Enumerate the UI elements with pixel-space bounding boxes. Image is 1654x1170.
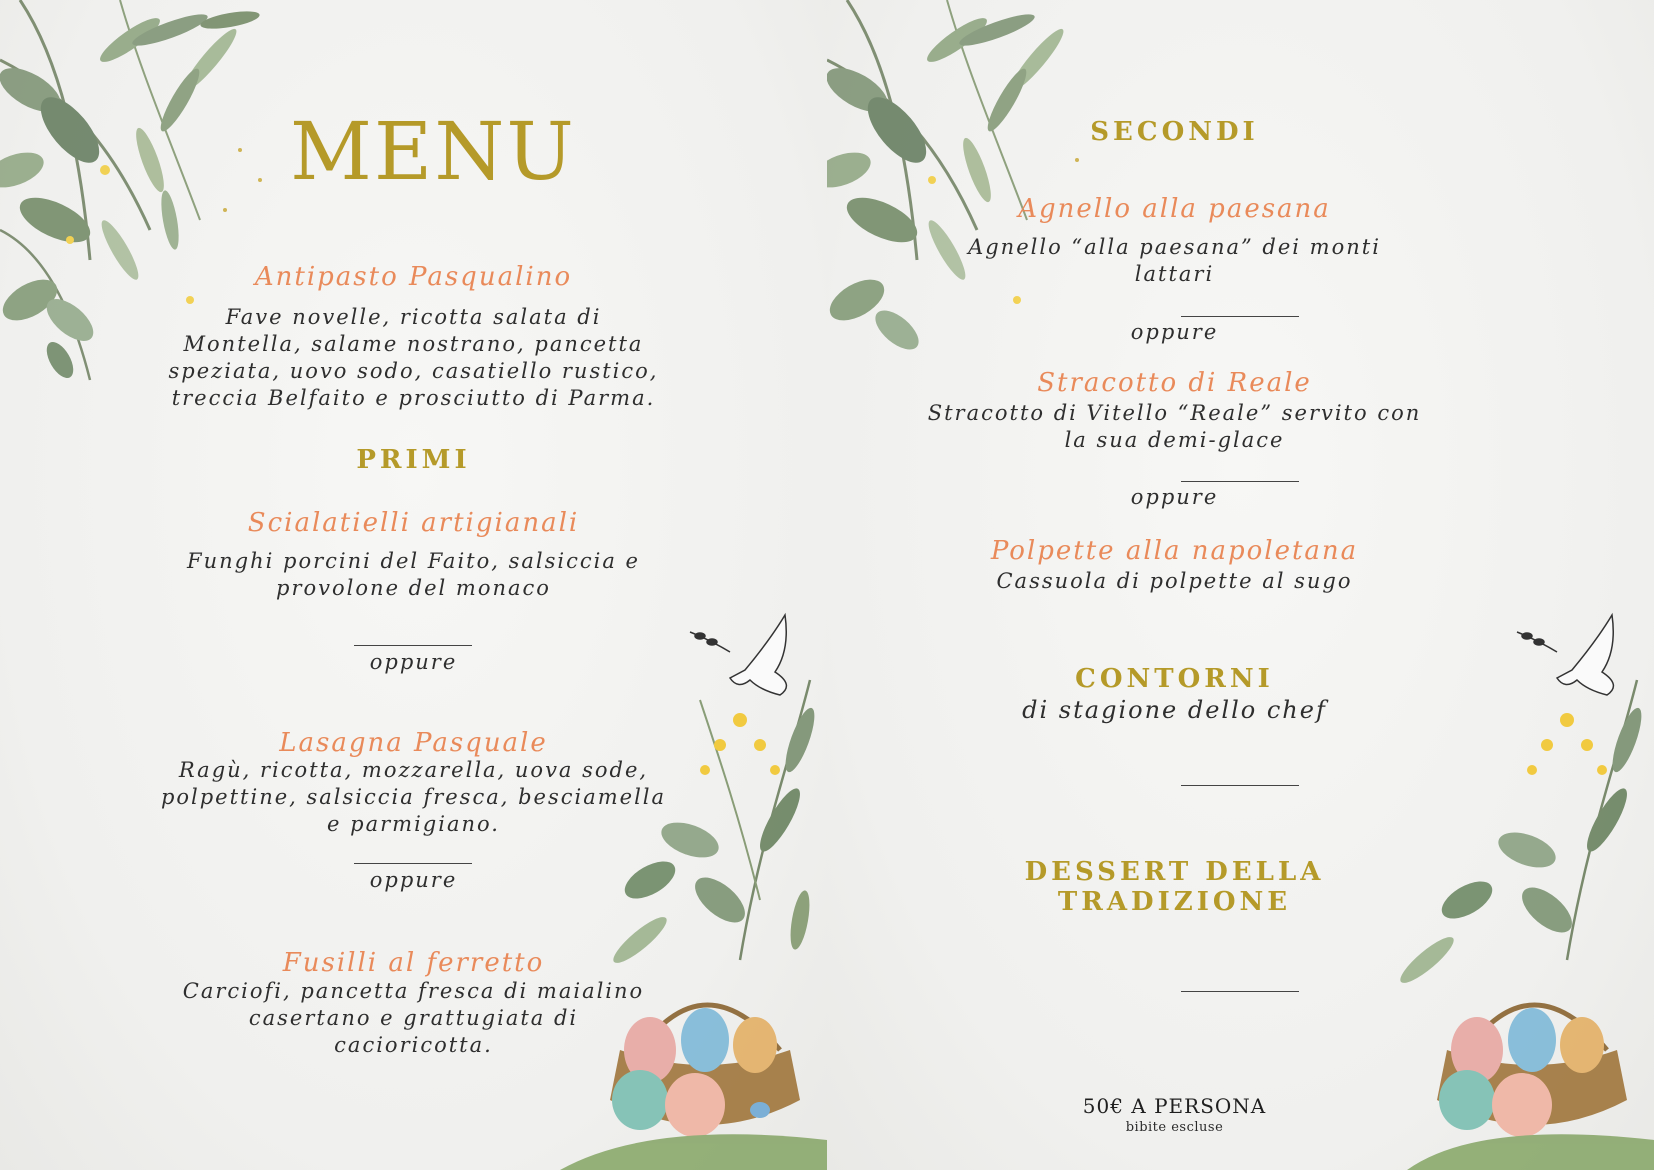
separator-rule — [354, 863, 472, 864]
dish-description: Carciofi, pancetta fresca di maialino casertano e grattugiata di cacioricotta. — [182, 979, 645, 1057]
separator-oppure: oppure — [1130, 320, 1219, 344]
menu-title: MENU — [290, 105, 576, 198]
dish-name: Lasagna Pasquale — [279, 728, 548, 758]
separator-rule — [1181, 316, 1299, 317]
antipasto-name: Antipasto Pasqualino — [254, 262, 573, 292]
dish-description: Stracotto di Vitello “Reale” servito con la sua demi-glace — [927, 401, 1422, 452]
primi-heading: PRIMI — [356, 445, 471, 475]
dish-name: Fusilli al ferretto — [282, 948, 545, 978]
separator-oppure: oppure — [1130, 485, 1219, 509]
dish-name: Polpette alla napoletana — [990, 536, 1359, 566]
dish-description: Cassuola di polpette al sugo — [996, 569, 1353, 593]
separator-rule — [354, 645, 472, 646]
dish-description: Agnello “alla paesana” dei monti lattari — [968, 235, 1381, 286]
separator-oppure: oppure — [369, 868, 458, 892]
secondi-heading: SECONDI — [1090, 117, 1259, 147]
price-text: 50€ A PERSONA — [1082, 1094, 1267, 1118]
menu-page-right — [827, 0, 1654, 1170]
dish-name: Stracotto di Reale — [1037, 368, 1312, 398]
dish-description: Funghi porcini del Faito, salsiccia e provolone del monaco — [187, 549, 640, 600]
dessert-heading: DESSERT DELLA TRADIZIONE — [1024, 857, 1325, 917]
price-note: bibite escluse — [1125, 1120, 1224, 1135]
contorni-heading: CONTORNI — [1075, 664, 1274, 694]
dish-name: Scialatielli artigianali — [247, 508, 580, 538]
separator-oppure: oppure — [369, 650, 458, 674]
separator-rule — [1181, 785, 1299, 786]
contorni-text: di stagione dello chef — [1022, 696, 1327, 724]
dish-description: Ragù, ricotta, mozzarella, uova sode, polpettine, salsiccia fresca, besciamella e parmigiano. — [160, 758, 667, 836]
separator-rule — [1181, 481, 1299, 482]
dish-name: Agnello alla paesana — [1018, 194, 1331, 224]
antipasto-description: Fave novelle, ricotta salata di Montella, salame nostrano, pancetta speziata, uovo sodo, casatiello rustico, treccia Belfaito e prosciutto di Parma. — [168, 305, 659, 410]
separator-rule — [1181, 991, 1299, 992]
